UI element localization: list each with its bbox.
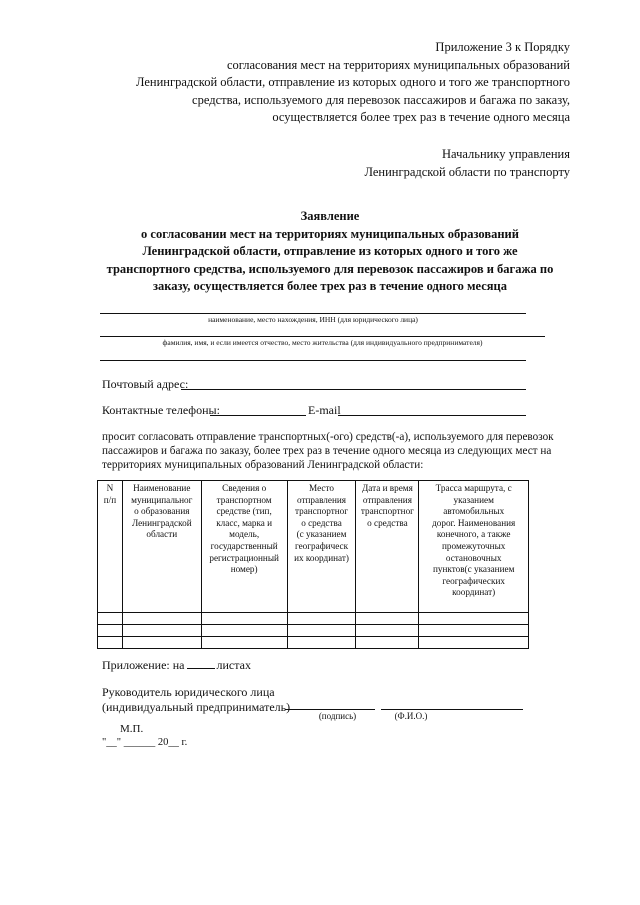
full-name-caption: (Ф.И.О.) <box>394 711 428 721</box>
table-cell[interactable] <box>287 637 356 649</box>
request-text-line: территориях муниципальных образований Ленинградской области: <box>102 459 424 471</box>
table-cell[interactable] <box>419 625 529 637</box>
phones-label: Контактные телефоны: <box>102 403 220 417</box>
signature-caption: (подпись) <box>318 711 357 721</box>
appendix-header-line: согласования мест на территориях муниципальных образований <box>226 57 570 72</box>
header-text: Ленинградской <box>131 517 192 528</box>
appendix-header-line: средства, используемого для перевозок пассажиров и багажа по заказу, <box>192 92 570 107</box>
document-title <box>60 208 600 296</box>
header-text: модель, <box>229 529 260 540</box>
header-text: средстве (тип, <box>216 506 272 517</box>
appendix-header-line: Ленинградской области, отправление из которых одного и того же транспортного <box>135 75 570 89</box>
request-text <box>102 430 554 472</box>
request-text-line: просит согласовать отправление транспортных(-ого) средств(-а), используемого для перевозок <box>102 431 554 443</box>
individual-line[interactable] <box>100 336 545 337</box>
header-text: Сведения о <box>222 483 267 493</box>
header-text: географическ <box>294 540 349 551</box>
head-title <box>102 685 290 715</box>
locations-table <box>97 480 529 649</box>
email-label: E-mail <box>308 403 341 417</box>
header-text: Трасса маршрута, с <box>435 483 512 493</box>
appendix-header <box>50 39 570 127</box>
table-row <box>98 637 529 649</box>
header-text: Наименование <box>133 483 191 493</box>
email-input[interactable] <box>338 415 526 416</box>
header-text: п/п <box>103 494 117 505</box>
header-municipality <box>122 481 201 613</box>
header-text: отправления <box>362 494 412 505</box>
header-departure-datetime <box>356 481 419 613</box>
addressee <box>250 146 570 181</box>
table-cell[interactable] <box>287 625 356 637</box>
signature-input[interactable] <box>285 709 375 710</box>
addressee-line: Начальнику управления <box>442 147 570 161</box>
header-text: регистрационный <box>209 552 279 563</box>
table-row <box>98 625 529 637</box>
title-line: транспортного средства, используемого для перевозок пассажиров и багажа по <box>106 261 554 276</box>
attachment-pages-input[interactable] <box>187 657 215 669</box>
phones-input[interactable] <box>210 415 306 416</box>
table-cell[interactable] <box>201 625 287 637</box>
header-text: класс, марка и <box>216 517 273 528</box>
table-cell[interactable] <box>98 637 123 649</box>
table-cell[interactable] <box>356 613 419 625</box>
extra-line[interactable] <box>100 360 526 361</box>
table-cell[interactable] <box>122 613 201 625</box>
postal-address-label: Почтовый адрес: <box>102 377 189 391</box>
table-cell[interactable] <box>98 625 123 637</box>
attachment-line <box>102 657 251 673</box>
header-text: о средства <box>301 517 342 528</box>
header-text: указанием <box>453 494 494 505</box>
header-number <box>98 481 123 613</box>
request-text-line: пассажиров и багажа по заказу, более трех раз в течение одного месяца из следующих мест на <box>102 445 552 457</box>
title-line: заказу, осуществляется более трех раз в течение одного месяца <box>153 279 507 293</box>
header-text: государственный <box>210 540 278 551</box>
table-cell[interactable] <box>356 625 419 637</box>
header-text: о образования <box>134 506 190 517</box>
appendix-header-line: Приложение 3 к Порядку <box>435 40 570 54</box>
table-row <box>98 613 529 625</box>
table-cell[interactable] <box>419 637 529 649</box>
addressee-line: Ленинградской области по транспорту <box>364 164 570 179</box>
header-text: пунктов(с указанием <box>432 564 515 575</box>
table-cell[interactable] <box>98 613 123 625</box>
table-cell[interactable] <box>122 637 201 649</box>
table-cell[interactable] <box>122 625 201 637</box>
header-text: автомобильных <box>443 506 505 517</box>
header-text: остановочных <box>445 552 502 563</box>
date-field[interactable]: "__" ______ 20__ г. <box>102 737 188 748</box>
legal-entity-caption: наименование, место нахождения, ИНН (для юридического лица) <box>208 315 418 324</box>
header-text: N <box>106 483 114 493</box>
header-text: их координат) <box>294 552 349 563</box>
header-text: транспортног <box>294 506 349 517</box>
head-line: (индивидуальный предприниматель) <box>102 700 291 714</box>
head-line: Руководитель юридического лица <box>102 685 275 699</box>
table-cell[interactable] <box>201 613 287 625</box>
full-name-input[interactable] <box>381 709 523 710</box>
table-header-row <box>98 481 529 613</box>
header-text: (с указанием <box>296 529 347 540</box>
title-main: Заявление <box>300 209 360 223</box>
table-cell[interactable] <box>356 637 419 649</box>
header-text: номер) <box>230 564 258 575</box>
header-text: муниципальног <box>131 494 193 505</box>
header-text: промежуточных <box>442 540 506 551</box>
appendix-header-line: осуществляется более трех раз в течение одного месяца <box>272 110 570 124</box>
individual-caption: фамилия, имя, и если имеется отчество, место жительства (для индивидуального предпринимателя) <box>162 338 483 347</box>
header-text: области <box>146 529 178 540</box>
table-cell[interactable] <box>419 613 529 625</box>
header-text: отправления <box>297 494 347 505</box>
header-vehicle <box>201 481 287 613</box>
header-text: Дата и время <box>361 483 413 493</box>
stamp-label: М.П. <box>120 723 144 735</box>
table-cell[interactable] <box>287 613 356 625</box>
table-cell[interactable] <box>201 637 287 649</box>
attachment-prefix: Приложение: на <box>102 658 185 672</box>
header-text: Место <box>309 483 334 493</box>
header-route <box>419 481 529 613</box>
title-line: о согласовании мест на территориях муниципальных образований <box>141 226 519 241</box>
header-text: дорог. Наименования <box>432 517 516 528</box>
postal-address-input[interactable] <box>181 389 526 390</box>
header-departure-place <box>287 481 356 613</box>
header-text: конечного, а также <box>436 529 511 540</box>
header-text: транспортном <box>216 494 272 505</box>
legal-entity-line[interactable] <box>100 313 526 314</box>
title-line: Ленинградской области, отправление из которых одного и того же <box>142 244 518 258</box>
header-text: транспортног <box>360 506 414 517</box>
header-text: о средства <box>367 517 408 528</box>
header-text: координат) <box>452 587 496 598</box>
attachment-suffix: листах <box>216 658 251 672</box>
header-text: географических <box>442 575 505 586</box>
